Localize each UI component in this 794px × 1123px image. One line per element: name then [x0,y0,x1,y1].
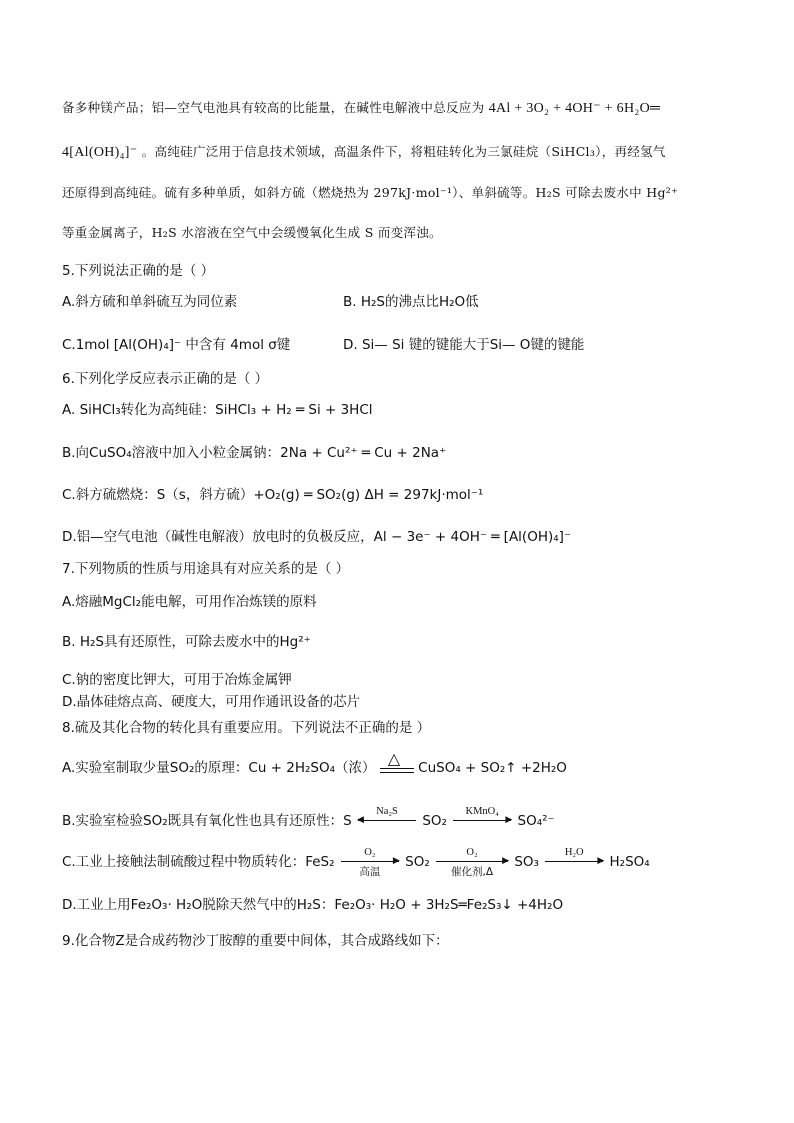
intro-line-3 [62,183,678,201]
question-6-option-a: A. SiHCl₃转化为高纯硅：SiHCl₃ + H₂ ═ Si + 3HCl [62,402,373,418]
intro-equation-2: 4[Al(OH)₄]⁻ [62,145,138,160]
option-c-mid-2: SO₃ [514,854,539,870]
question-5-option-a: A.斜方硫和单斜硫互为同位素 [62,294,238,310]
question-7-option-c: C.钠的密度比钾大，可用于冶炼金属钾 [62,672,292,688]
option-a-reactants: A.实验室制取少量SO₂的原理：Cu + 2H₂SO₄（浓） [62,760,376,776]
question-8-option-c [62,847,650,878]
question-8-option-d: D.工业上用Fe₂O₃· H₂O脱除天然气中的H₂S：Fe₂O₃· H₂O + 3H₂S═Fe₂S₃↓ +4H₂O [62,897,564,913]
arrow-top-label: O₂ [364,847,376,858]
question-9-stem: 9.化合物Z是合成药物沙丁胺醇的重要中间体，其合成路线如下： [62,933,449,949]
right-arrow-icon: O₂ ▶ 高温 [341,849,399,875]
triangle-icon: △ [387,749,401,768]
option-b-start: B.实验室检验SO₂既具有氧化性也具有还原性：S [62,813,352,829]
arrow-bottom-label: 高温 [359,866,381,878]
question-8-stem: 8.硫及其化合物的转化具有重要应用。下列说法不正确的是 ） [62,720,431,736]
intro-text-4: 等重金属离子，H₂S 水溶液在空气中会缓慢氧化生成 S 而变浑浊。 [62,225,442,240]
right-arrow-icon: KMnO₄ ▶ [453,808,511,834]
option-c-mid-1: SO₂ [405,854,430,870]
question-8-option-b [62,808,555,834]
equals-bar [380,768,414,773]
right-arrow-icon: O₂ ▶ 催化剂,Δ [436,849,508,875]
intro-equation-1: 4Al + 3O₂ + 4OH⁻ + 6H₂O═ [488,101,661,116]
arrow-reagent-1: Na₂S [376,806,398,817]
question-8-option-a [62,749,567,783]
option-c-start: C.工业上接触法制硫酸过程中物质转化：FeS₂ [62,854,335,870]
question-6-option-d: D.铝—空气电池（碱性电解液）放电时的负极反应，Al − 3e⁻ + 4OH⁻ ═ [Al(OH)₄]⁻ [62,529,572,545]
question-6-option-c: C.斜方硫燃烧：S（s，斜方硫）+O₂(g) ═ SO₂(g) ΔH = 297kJ·mol⁻¹ [62,487,484,503]
option-b-middle: SO₂ [422,813,447,829]
question-6-stem: 6.下列化学反应表示正确的是（ ） [62,371,269,387]
question-7-stem: 7.下列物质的性质与用途具有对应关系的是（ ） [62,561,350,577]
option-c-end: H₂SO₄ [609,854,650,870]
question-6-option-b: B.向CuSO₄溶液中加入小粒金属钠：2Na + Cu²⁺ ═ Cu + 2Na⁺ [62,445,447,461]
arrow-top-label: H₂O [564,847,584,858]
question-5-stem: 5.下列说法正确的是（ ） [62,263,215,279]
question-7-option-a: A.熔融MgCl₂能电解，可用作冶炼镁的原料 [62,594,317,610]
intro-line-2 [62,142,666,161]
question-5-option-c: C.1mol [Al(OH)₄]⁻ 中含有 4mol σ键 [62,337,291,353]
intro-line-4 [62,223,442,241]
arrow-reagent-2: KMnO₄ [465,806,499,817]
option-b-end: SO₄²⁻ [517,813,555,829]
intro-text-1: 备多种镁产品；铝—空气电池具有较高的比能量，在碱性电解液中总反应为 [62,100,485,115]
question-5-option-d: D. Si— Si 键的键能大于Si— O键的键能 [343,337,585,353]
intro-line-1 [62,98,660,117]
arrow-top-label: O₂ [466,847,478,858]
right-arrow-icon: H₂O ▶ [545,849,603,875]
left-arrow-icon: Na₂S ◀ [358,808,416,834]
heating-condition-sign [380,749,414,783]
question-7-option-d: D.晶体硅熔点高、硬度大，可用作通讯设备的芯片 [62,694,361,710]
question-5-option-b: B. H₂S的沸点比H₂O低 [343,294,479,310]
intro-text-2: 。高纯硅广泛用于信息技术领域，高温条件下，将粗硅转化为三氯硅烷（SiHCl₃），再经氢气 [141,144,666,159]
option-a-products: CuSO₄ + SO₂↑ +2H₂O [418,760,567,776]
question-7-option-b: B. H₂S具有还原性，可除去废水中的Hg²⁺ [62,634,311,650]
intro-text-3: 还原得到高纯硅。硫有多种单质，如斜方硫（燃烧热为 297kJ·mol⁻¹）、单斜硫等。H₂S 可除去废水中 Hg²⁺ [62,185,678,200]
arrow-bottom-label: 催化剂,Δ [451,866,494,878]
